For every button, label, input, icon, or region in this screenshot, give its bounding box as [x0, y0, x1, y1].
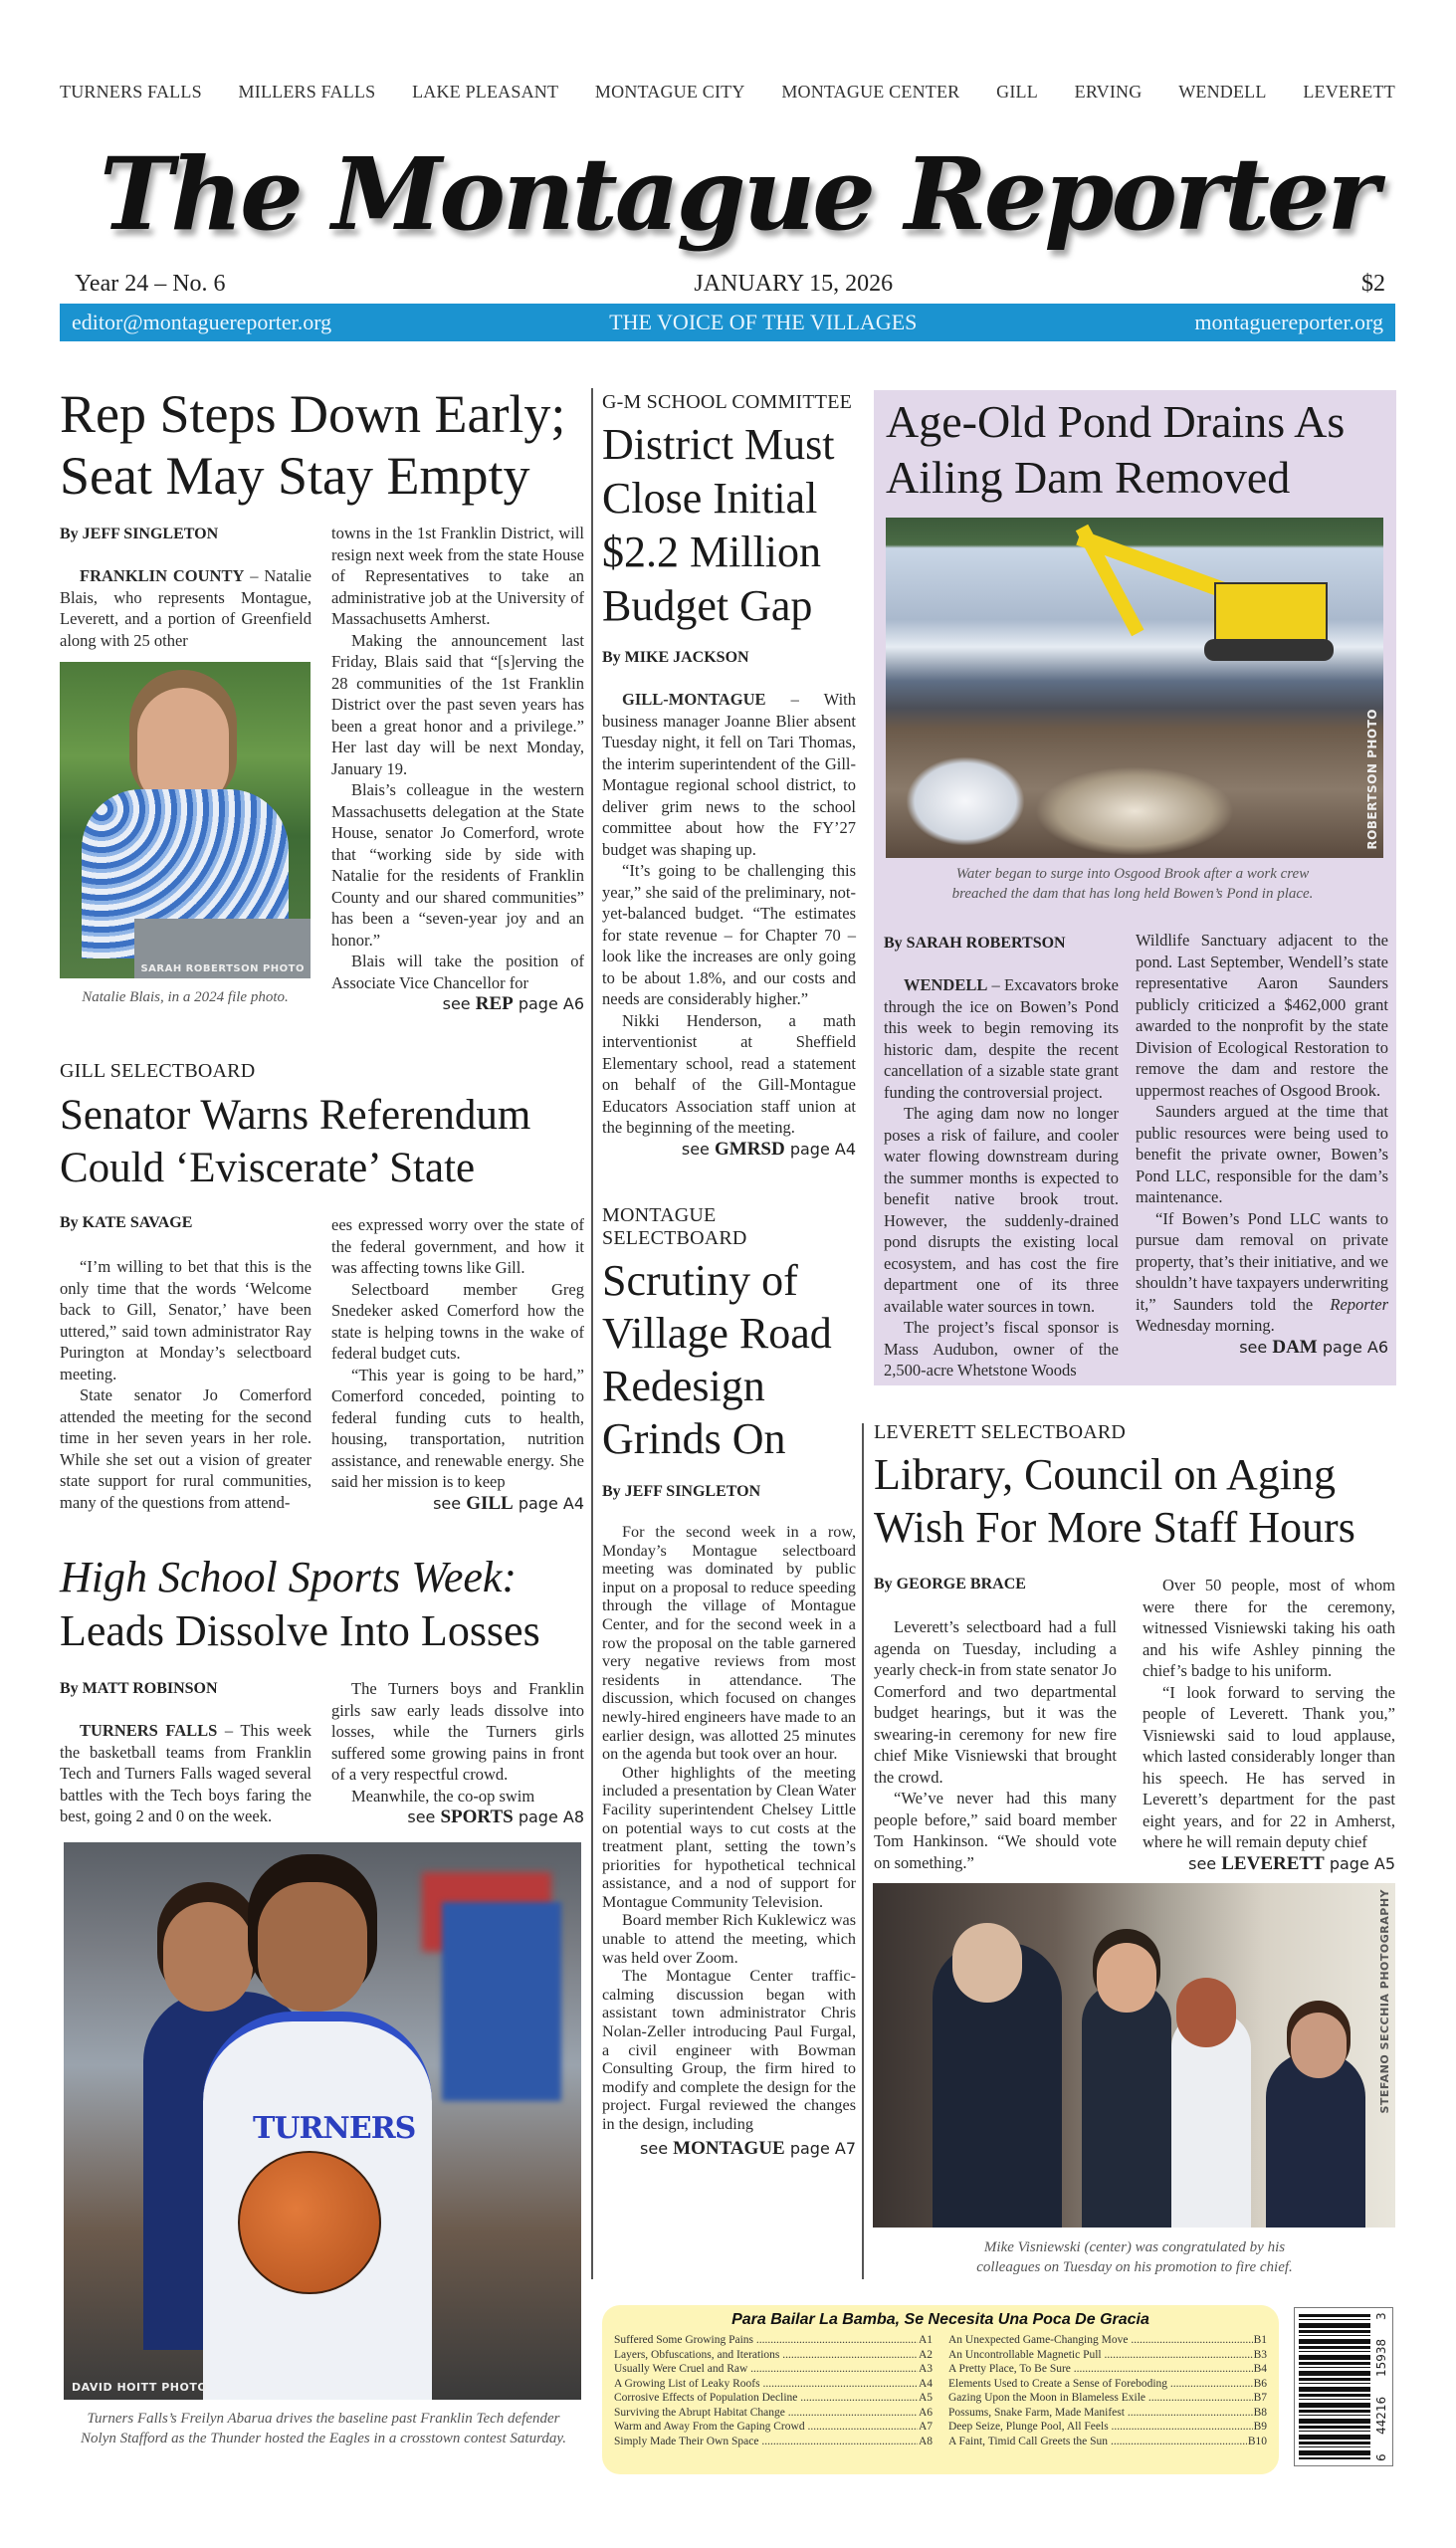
column-divider [591, 388, 593, 2279]
issue-number: Year 24 – No. 6 [75, 271, 226, 297]
byline: By SARAH ROBERTSON [884, 935, 1066, 952]
photo-fire-chief[interactable] [873, 1883, 1395, 2228]
index-entry-page: A7 [918, 2421, 933, 2433]
paragraph: Board member Rich Kuklewicz was unable to attend the meeting, which was held over Zoom. [602, 1911, 856, 1967]
village-list [60, 82, 1395, 103]
byline: By JEFF SINGLETON [60, 526, 219, 542]
photo-credit: STEFANO SECCHIA PHOTOGRAPHY [1378, 1889, 1391, 2114]
index-entry[interactable] [614, 2435, 933, 2449]
article-sports [60, 1551, 587, 1658]
photo-basketball[interactable] [64, 1842, 581, 2400]
paragraph: State senator Jo Comerford attended the meeting for the second time in her seven years in her role. While she set out a vision of greater state support for rural communities, many of the questions from attend- [60, 1385, 312, 1512]
paragraph: For the second week in a row, Monday’s Montague selectboard meeting was dominated by public input on a proposal to reduce speeding through the village of Montague Center, and for the second week in a row the proposal on the table garnered very negative reviews from most residents in attendance. The discussion, which focused on changes newly-hired engineers have made to an earlier design, was allotted 25 minutes on the agenda but took over an hour. [602, 1523, 856, 1764]
paragraph: Selectboard member Greg Snedeker asked Comerford how the state is helping towns in the wake of federal budget cuts. [331, 1279, 584, 1363]
article-column: TURNERS FALLS – This week the basketball teams from Franklin Tech and Turners Falls waged several battles with the Tech boys faring the best, going 2 and 0 on the week. [60, 1721, 312, 1825]
headline[interactable]: Age-Old Pond Drains As Ailing Dam Removed [886, 396, 1346, 503]
index-entry[interactable] [948, 2391, 1267, 2406]
column-divider [862, 1423, 864, 2279]
editor-email[interactable]: editor@montaguereporter.org [72, 310, 332, 334]
village-item: ERVING [1074, 82, 1143, 102]
index-entry-title: A Faint, Timid Call Greets the Sun ..... [948, 2435, 1247, 2449]
article-column: FRANKLIN COUNTY – Natalie Blais, who represents Montague, Leverett, and a portion of Greenfield along with 25 other [60, 566, 312, 650]
paragraph: The aging dam now no longer poses a risk of failure, and cooler water flowing downstream during the summer months is expected to benefit native brook trout. However, the suddenly-drained pond disrupts the existing local ecosystem, and has cost the fire department one of its three available water sources in town. [884, 1104, 1119, 1316]
index-column-b [948, 2333, 1267, 2448]
paragraph: Blais’s colleague in the western Massachusetts delegation at the State House, senator Jo Comerford, wrote that “working side by side with Natalie for the residents of Franklin County and our shared communities” has been a “seven-year joy and an honor.” [331, 780, 584, 950]
article-gill [60, 1060, 587, 1194]
headline[interactable]: Rep Steps Down Early; Seat May Stay Empty [60, 384, 566, 506]
headline[interactable]: Library, Council on Aging Wish For More Staff Hours [874, 1450, 1355, 1552]
tagline: THE VOICE OF THE VILLAGES [609, 310, 918, 334]
photo-credit: SARAH ROBERTSON PHOTO [140, 963, 305, 974]
website-link[interactable]: montaguereporter.org [1194, 310, 1383, 334]
headline[interactable]: Scrutiny of Village Road Redesign Grinds On [602, 1256, 832, 1463]
jump-link[interactable]: see REP page A6 [442, 993, 584, 1014]
headline-italic[interactable]: High School Sports Week: [60, 1553, 518, 1601]
index-title: Para Bailar La Bamba, Se Necesita Una Poca De Gracia [731, 2311, 1149, 2328]
photo-credit: DAVID HOITT PHOTO [72, 2381, 208, 2394]
paragraph: The Turners boys and Franklin girls saw early leads dissolve into losses, while the Turners girls suffered some growing pains in front of a very respectful crowd. [331, 1679, 584, 1784]
paragraph: The project’s fiscal sponsor is Mass Audubon, owner of the 2,500-acre Whetstone Woods [884, 1318, 1119, 1380]
byline: By MATT ROBINSON [60, 1680, 218, 1697]
paragraph: “This year is going to be hard,” Comerford conceded, pointing to federal funding cuts to health, housing, transportation, nutrition assistance, and renewable energy. She said her mission is to keep [331, 1365, 584, 1491]
kicker: GILL SELECTBOARD [60, 1060, 256, 1082]
index-entry[interactable] [948, 2420, 1267, 2435]
index-entry-page: A3 [918, 2363, 933, 2375]
byline: By MIKE JACKSON [602, 649, 749, 666]
index-entry-page: A4 [918, 2377, 933, 2390]
index-entry[interactable] [948, 2348, 1267, 2363]
photo-caption: Water began to surge into Osgood Brook after a work crew breached the dam that has long held Bowen’s Pond in place. [951, 866, 1314, 902]
byline: By KATE SAVAGE [60, 1214, 193, 1231]
photo-caption: Mike Visniewski (center) was congratulated by his colleagues on Tuesday on his promotion to fire chief. [976, 2239, 1293, 2275]
article-text: Natalie Blais, who represents Montague, Leverett, and a portion of Greenfield along with 25 other [60, 566, 312, 650]
index-entry-page: A1 [918, 2334, 933, 2346]
dateline: FRANKLIN COUNTY [80, 566, 245, 585]
article-column [602, 1523, 856, 2158]
village-item: TURNERS FALLS [60, 82, 202, 102]
paragraph: Saunders argued at the time that public resources were being used to benefit the private owner, Bowen’s Pond LLC, responsible for the dam’s maintenance. [1136, 1102, 1388, 1206]
byline: By GEORGE BRACE [874, 1576, 1026, 1592]
index-box [602, 2305, 1279, 2474]
village-item: MONTAGUE CENTER [781, 82, 960, 102]
paragraph: The Montague Center traffic-calming discussion began with assistant town administrator Chris Nolan-Zeller introducing Paul Furgal, a civil engineer with Bowman Consulting Group, the firm hired to modify and complete the design for the project. Furgal reviewed the changes in the design, including [602, 1967, 856, 2133]
contact-bar [60, 304, 1395, 341]
masthead-title: The Montague Reporter [100, 135, 1377, 253]
village-item: MILLERS FALLS [238, 82, 376, 102]
kicker: G-M SCHOOL COMMITTEE [602, 391, 853, 413]
article-column [874, 1616, 1117, 1873]
barcode [1294, 2307, 1393, 2466]
paragraph: Wildlife Sanctuary adjacent to the pond. Last September, Wendell’s state representative Aaron Saunders publicly criticized a $462,000 grant awarded to the nonprofit by the state Division of Ecological Restoration to remove the dam and restore the uppermost reaches of Osgood Brook. [1136, 931, 1388, 1100]
index-entry[interactable] [614, 2348, 933, 2363]
article-column: Wildlife Sanctuary adjacent to the pond. Last September, Wendell’s state representative Aaron Saunders publicly criticized a $462,000 grant awarded to the nonprofit by the state Division of Ecological Restoration to remove the dam and restore the uppermost reaches of Osgood Brook. Saunders argued at the time that public resources were being used to benefit the private owner, Bowen’s Pond LLC, responsible for the dam’s maintenance. “If Bowen’s Pond LLC wants to pursue dam removal on private property, that’s their initiative, and we shouldn’t have taxpayers underwriting it,” Saunders told the Reporter Wednesday morning. see DAM page A6 [1136, 931, 1389, 1358]
jump-link[interactable]: see DAM page A6 [1239, 1336, 1388, 1358]
article-column [60, 1256, 312, 1513]
index-entry-title: Surviving the Abrupt Habitat Change ..... [614, 2406, 918, 2421]
index-entry-page: B3 [1253, 2348, 1267, 2361]
index-entry[interactable] [948, 2406, 1267, 2421]
index-entry[interactable] [948, 2362, 1267, 2377]
paragraph: “We’ve never had this many people before,” said board member Tom Hankinson. “We should vote on something.” [874, 1789, 1117, 1872]
paragraph: Making the announcement last Friday, Blais said that “[s]erving the 28 communities of the 1st Franklin District over the past seven years has been a great honor and a privilege.” Her last day will be next Monday, January 19. [331, 630, 584, 778]
paragraph: “I look forward to serving the people of Leverett. Thank you,” Visniewski said to loud applause, which lasted considerably longer than his speech. He has served in Leverett’s department for the past eight years, and for 22 in Amherst, where he will remain deputy chief [1143, 1682, 1395, 1851]
paragraph: Leverett’s selectboard had a full agenda on Tuesday, including a yearly check-in from state senator Jo Comerford and two departmental budget hearings, but it was the swearing-in ceremony for new fire chief Mike Visniewski that brought the crowd. [874, 1617, 1117, 1787]
barcode-digits: 6 44216 15938 3 [1374, 2312, 1388, 2461]
index-entry-page: B9 [1253, 2421, 1267, 2433]
village-item: LAKE PLEASANT [412, 82, 559, 102]
paragraph: Over 50 people, most of whom were there for the ceremony, witnessed Visniewski taking his oath and his wife Ashley pinning the chief’s badge to his uniform. [1143, 1576, 1395, 1680]
article-column: WENDELL – Excavators broke through the ice on Bowen’s Pond this week to begin removing its historic dam, despite the recent cancellation of a sizable state grant funding the controversial project. The aging dam now no longer poses a risk of failure, and cooler water flowing downstream during the summer months is expected to benefit native brook trout. However, the suddenly-drained pond disrupts the existing local ecosystem, and has cost the fire department one of its three available water sources in town. The project’s fiscal sponsor is Mass Audubon, owner of the 2,500-acre Whetstone Woods [884, 975, 1119, 1380]
issue-price: $2 [1360, 271, 1385, 297]
index-entry-title: Usually Were Cruel and Raw ..... [614, 2362, 918, 2377]
index-entry-page: A8 [918, 2435, 933, 2447]
photo-credit: ROBERTSON PHOTO [1365, 709, 1379, 850]
index-entry-title: Simply Made Their Own Space ..... [614, 2435, 918, 2449]
article-dam [874, 390, 1396, 1385]
village-item: LEVERETT [1303, 82, 1395, 102]
index-entry[interactable] [614, 2333, 933, 2348]
index-entry-title: Deep Seize, Plunge Pool, All Feels ..... [948, 2420, 1253, 2435]
headline[interactable]: District Must Close Initial $2.2 Million Budget Gap [602, 420, 835, 630]
headline[interactable]: Senator Warns Referendum Could ‘Eviscerate’ State [60, 1092, 531, 1191]
index-entry-page: B4 [1253, 2363, 1267, 2375]
index-entry[interactable] [948, 2377, 1267, 2392]
index-entry-page: A2 [918, 2348, 933, 2361]
index-entry-title: An Uncontrollable Magnetic Pull ..... [948, 2348, 1253, 2363]
article-column [1143, 1575, 1395, 1874]
jump-link[interactable]: see LEVERETT page A5 [1188, 1852, 1395, 1874]
dateline: WENDELL [904, 975, 988, 994]
index-entry-title: Layers, Obfuscations, and Iterations ..... [614, 2348, 918, 2363]
paragraph: Meanwhile, the co-op swim [351, 1786, 535, 1805]
paragraph: Nikki Henderson, a math interventionist at Sheffield Elementary school, read a statement on behalf of the Gill-Montague Educators Association staff union at the beginning of the meeting. [602, 1010, 856, 1137]
index-entry-title: Elements Used to Create a Sense of Foreboding ..... [948, 2377, 1253, 2392]
article-montague [602, 1204, 856, 2158]
village-item: WENDELL [1178, 82, 1267, 102]
index-entry-page: B1 [1253, 2334, 1267, 2346]
index-entry-title: A Growing List of Leaky Roofs ..... [614, 2377, 918, 2392]
jump-link[interactable]: see SPORTS page A8 [407, 1806, 584, 1827]
index-entry[interactable] [948, 2333, 1267, 2348]
jersey-text: TURNERS [253, 2111, 416, 2146]
index-entry-page: B6 [1253, 2377, 1267, 2390]
index-entry[interactable] [614, 2377, 933, 2392]
index-entry[interactable] [614, 2391, 933, 2406]
article-column [331, 1214, 584, 1514]
index-entry-page: B7 [1253, 2392, 1267, 2404]
paragraph: “It’s going to be challenging this year,” she said of the preliminary, not-yet-balanced budget. “The estimates for state revenue – for Chapter 70 – look like the increases are only going to be about 1.8%, and our costs and needs are considerably higher.” [602, 861, 856, 1008]
index-column-a [614, 2333, 933, 2448]
village-item: MONTAGUE CITY [594, 82, 745, 102]
issue-date: JANUARY 15, 2026 [694, 271, 894, 297]
jump-link[interactable]: see GILL page A4 [433, 1492, 584, 1514]
paragraph: towns in the 1st Franklin District, will resign next week from the state House of Representatives to take an administrative job at the University of Massachusetts Amherst. [331, 524, 584, 628]
photo-dam-removal[interactable] [886, 518, 1383, 858]
photo-caption: Natalie Blais, in a 2024 file photo. [82, 989, 289, 1005]
index-entry-page: B8 [1253, 2406, 1267, 2419]
index-entry-title: Gazing Upon the Moon in Blameless Exile ..... [948, 2391, 1253, 2406]
index-entry-title: Warm and Away From the Gaping Crowd ..... [614, 2420, 918, 2435]
article-leverett [874, 1421, 1396, 1554]
issue-row [75, 271, 1385, 298]
article-column [331, 1678, 584, 1828]
index-entry-title: Suffered Some Growing Pains ..... [614, 2333, 918, 2348]
index-entry-page: A6 [918, 2406, 933, 2419]
dateline: GILL-MONTAGUE [622, 690, 766, 709]
village-item: GILL [996, 82, 1038, 102]
photo-natalie-blais[interactable] [60, 662, 311, 978]
byline: By JEFF SINGLETON [602, 1483, 761, 1500]
index-entry[interactable] [948, 2435, 1267, 2449]
article-rep [60, 383, 582, 507]
article-column: GILL-MONTAGUE – With business manager Joanne Blier absent Tuesday night, it fell on Tari Thomas, the interim superintendent of the Gill-Montague regional school district, to deliver grim news to the school committee about how the FY’27 budget was shaping up. “It’s going to be challenging this year,” she said of the preliminary, not-yet-balanced budget. “The estimates for state revenue – for Chapter 70 – look like the increases are only going to be about 1.8%, and our costs and needs are considerably higher.” Nikki Henderson, a math interventionist at Sheffield Elementary school, read a statement on behalf of the Gill-Montague Educators Association staff union at the beginning of the meeting. see GMRSD page A4 [602, 690, 856, 1160]
index-entry[interactable] [614, 2406, 933, 2421]
jump-link[interactable]: see MONTAGUE page A7 [640, 2137, 856, 2159]
index-entry-title: A Pretty Place, To Be Sure ..... [948, 2362, 1253, 2377]
dateline: TURNERS FALLS [80, 1721, 218, 1740]
kicker: MONTAGUE SELECTBOARD [602, 1204, 747, 1249]
index-entry[interactable] [614, 2362, 933, 2377]
index-entry-title: An Unexpected Game-Changing Move ..... [948, 2333, 1253, 2348]
index-entry[interactable] [614, 2420, 933, 2435]
paragraph: Other highlights of the meeting included a presentation by Clean Water Facility superintendent Chelsey Little on potential ways to cut costs at the treatment plant, setting the town’s priorities for hypothetical technical assistance, and a nod of support for Montague Community Television. [602, 1763, 856, 1911]
article-column [331, 523, 584, 1015]
article-gmrsd [602, 391, 856, 1160]
index-entry-page: A5 [918, 2392, 933, 2404]
paragraph: ees expressed worry over the state of the federal government, and how it was affecting towns like Gill. [331, 1215, 584, 1277]
jump-link[interactable]: see GMRSD page A4 [681, 1138, 856, 1160]
paragraph: “I’m willing to bet that this is the only time that the words ‘Welcome back to Gill, Senator,’ have been uttered,” said town administrator Ray Purington at Monday’s selectboard meeting. [60, 1257, 312, 1383]
index-entry-title: Possums, Snake Farm, Made Manifest ..... [948, 2406, 1253, 2421]
photo-caption: Turners Falls’s Freilyn Abarua drives the baseline past Franklin Tech defender Nolyn Stafford as the Thunder hosted the Eagles in a crosstown contest Saturday. [81, 2411, 566, 2446]
headline[interactable]: Leads Dissolve Into Losses [60, 1606, 540, 1655]
index-entry-page: B10 [1247, 2435, 1267, 2447]
paragraph: Blais will take the position of Associate Vice Chancellor for [331, 952, 584, 992]
index-entry-title: Corrosive Effects of Population Decline ..... [614, 2391, 918, 2406]
kicker: LEVERETT SELECTBOARD [874, 1421, 1127, 1443]
